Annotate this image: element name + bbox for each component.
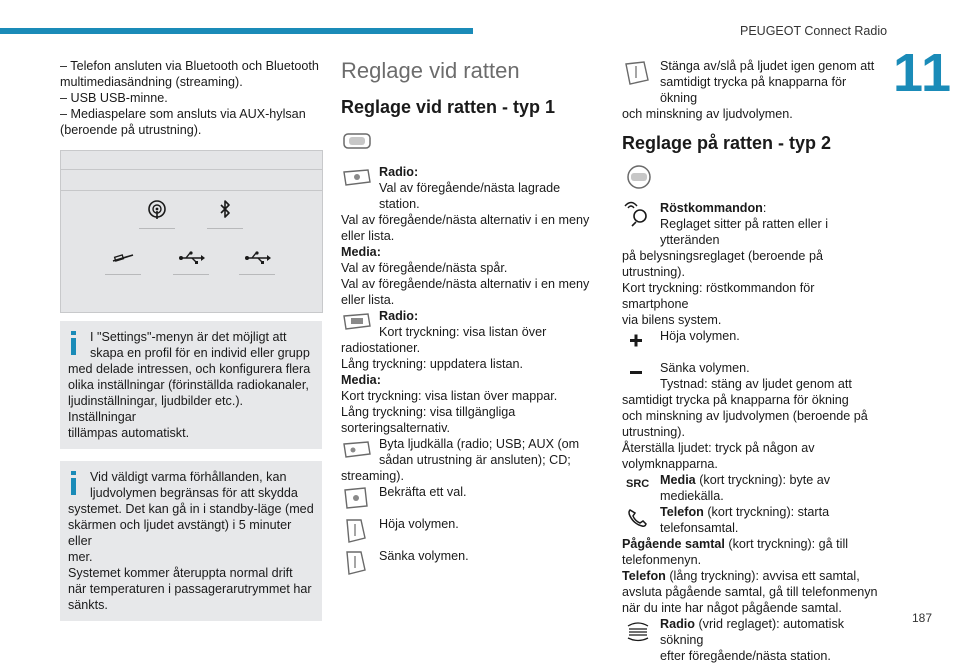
entry-text: Val av föregående/nästa spår.	[341, 261, 508, 275]
entry-text: när du inte har något pågående samtal.	[622, 601, 842, 615]
info-icon	[70, 471, 78, 495]
entry-label: Radio	[660, 617, 695, 631]
control-confirm	[341, 484, 603, 516]
aux-cable-icon	[103, 245, 143, 275]
control-radio-rotate	[622, 616, 884, 664]
chapter-number: 11	[893, 43, 953, 103]
entry-label: Radio:	[379, 165, 419, 179]
steering-control-icon	[341, 516, 373, 544]
entry-text: Lång tryckning: visa tillgängliga	[341, 405, 516, 419]
entry-label: Pågående samtal	[622, 537, 725, 551]
entry-text: (vrid reglaget): automatisk sökning	[660, 617, 845, 647]
control-voice-command	[622, 200, 884, 248]
note-text: skärmen och ljudet avstängt) i 5 minuter eller	[68, 518, 292, 548]
screen-row	[61, 151, 322, 170]
control-volume-up	[341, 516, 603, 548]
minus-icon	[622, 360, 654, 388]
note-text: med delade intressen, och konfigurera flera	[68, 362, 311, 376]
entry-text: Stänga av/slå på ljudet igen genom att	[660, 59, 875, 73]
entry-text: Val av föregående/nästa lagrade station.	[379, 181, 561, 211]
entry-text: mediekälla.	[660, 489, 724, 503]
entry-text: Kort tryckning: visa listan över mappar.	[341, 389, 558, 403]
list-item: multimediasändning (streaming).	[60, 75, 243, 89]
entry-text: :	[762, 201, 767, 215]
list-item: – Mediaspelare som ansluts via AUX-hylsan	[60, 107, 306, 121]
info-note-settings	[60, 321, 322, 449]
screen-row	[61, 170, 322, 191]
top-accent-bar	[0, 28, 473, 34]
steering-control-icon	[341, 484, 373, 512]
entry-label: Telefon	[622, 569, 666, 583]
entry-text: Lång tryckning: uppdatera listan.	[341, 357, 524, 371]
control-plus	[622, 328, 884, 360]
usb-icon	[237, 245, 277, 275]
entry-text: Kort tryckning: visa listan över	[379, 325, 547, 339]
note-text: mer.	[68, 550, 93, 564]
entry-label: Media:	[341, 373, 381, 387]
src-icon: SRC	[626, 478, 650, 490]
entry-text: Val av föregående/nästa alternativ i en meny	[341, 277, 590, 291]
section-title: Reglage vid ratten	[341, 58, 520, 83]
entry-text: avsluta pågående samtal, gå till telefonmenyn	[622, 585, 878, 599]
steering-control-icon	[341, 548, 373, 576]
entry-text: volymknapparna.	[622, 457, 718, 471]
note-text: sänkts.	[68, 598, 108, 612]
note-text: ljudinställningar, ljudbilder etc.). Inställningar	[68, 394, 244, 424]
entry-text: eller lista.	[341, 293, 395, 307]
entry-text: (kort tryckning): byte av	[695, 473, 831, 487]
entry-label: Media	[660, 473, 696, 487]
steering-control-icon	[341, 436, 373, 464]
note-text: Systemet kommer återuppta normal drift	[68, 566, 293, 580]
control-volume-down	[341, 548, 603, 580]
subsection-title: Reglage på ratten - typ 2	[622, 133, 832, 153]
entry-text: Reglaget sitter på ratten eller i ytteränden	[660, 217, 829, 247]
voice-command-icon	[622, 200, 654, 228]
entry-text: (kort tryckning): starta	[703, 505, 830, 519]
entry-text: samtidigt trycka på knapparna för ökning	[660, 75, 847, 105]
entry-text: och minskning av ljudvolymen.	[622, 107, 793, 121]
entry-text: Tystnad: stäng av ljudet genom att	[660, 377, 852, 391]
note-text: systemet. Det kan gå in i standby-läge (med	[68, 502, 314, 516]
steering-control-icon	[622, 58, 654, 86]
note-text: skapa en profil för en individ eller grupp	[90, 346, 310, 360]
entry-text: (kort tryckning): gå till	[724, 537, 849, 551]
column-2	[341, 58, 603, 580]
entry-text: telefonmenyn.	[622, 553, 702, 567]
control-src	[622, 472, 884, 504]
list-item: – USB USB-minne.	[60, 91, 168, 105]
entry-text: streaming).	[341, 469, 404, 483]
entry-text: sådan utrustning är ansluten); CD;	[379, 453, 571, 467]
page-number: 187	[912, 611, 933, 625]
entry-label: Media:	[341, 245, 381, 259]
entry-text: på belysningsreglaget (beroende på utrustning).	[622, 249, 823, 279]
entry-text: radiostationer.	[341, 341, 421, 355]
control-source	[341, 436, 603, 468]
steering-control-icon	[341, 164, 373, 192]
entry-text: telefonsamtal.	[660, 521, 739, 535]
entry-text: och minskning av ljudvolymen (beroende på	[622, 409, 868, 423]
info-icon	[70, 331, 78, 355]
info-note-heat	[60, 461, 322, 621]
subsection-title: Reglage vid ratten - typ 1	[341, 97, 556, 117]
steering-wheel-icon	[622, 164, 656, 190]
note-text: Vid väldigt varma förhållanden, kan	[90, 470, 287, 484]
control-mute	[622, 58, 884, 106]
steering-control-icon	[341, 308, 373, 336]
entry-label: Radio:	[379, 309, 419, 323]
entry-text: eller lista.	[341, 229, 395, 243]
entry-text: Byta ljudkälla (radio; USB; AUX (om	[379, 437, 580, 451]
column-1	[60, 58, 322, 621]
entry-label: Röstkommandon	[660, 201, 763, 215]
note-text: när temperaturen i passagerarutrymmet har	[68, 582, 312, 596]
note-text: olika inställningar (förinställda radiokanaler,	[68, 378, 309, 392]
column-3	[622, 58, 884, 664]
entry-text: Återställa ljudet: tryck på någon av	[622, 441, 815, 455]
entry-text: sorteringsalternativ.	[341, 421, 450, 435]
entry-text: Val av föregående/nästa alternativ i en meny	[341, 213, 590, 227]
list-item: – Telefon ansluten via Bluetooth och Bluetooth	[60, 59, 319, 73]
entry-text: Kort tryckning: röstkommandon för smartphone	[622, 281, 815, 311]
plus-icon	[622, 328, 654, 356]
entry-text: Sänka volymen.	[660, 361, 750, 375]
control-radio-media-select	[341, 164, 603, 212]
entry-text: samtidigt trycka på knapparna för ökning	[622, 393, 849, 407]
radio-screen-illustration	[60, 150, 323, 313]
entry-text: via bilens system.	[622, 313, 722, 327]
bluetooth-icon	[205, 199, 245, 229]
entry-text: Bekräfta ett val.	[379, 485, 467, 499]
entry-label: Telefon	[660, 505, 704, 519]
steering-controls-icon	[341, 128, 375, 154]
note-text: I "Settings"-menyn är det möjligt att	[90, 330, 287, 344]
note-text: ljudvolymen begränsas för att skydda	[90, 486, 298, 500]
entry-text: efter föregående/nästa station.	[660, 649, 831, 663]
control-minus	[622, 360, 884, 392]
entry-text: Höja volymen.	[660, 329, 740, 343]
page-header-title: PEUGEOT Connect Radio	[740, 24, 888, 38]
usb-icon	[171, 245, 211, 275]
entry-text: Sänka volymen.	[379, 549, 469, 563]
phone-icon	[622, 504, 654, 532]
list-item: (beroende på utrustning).	[60, 123, 202, 137]
entry-text: Höja volymen.	[379, 517, 459, 531]
control-radio-list	[341, 308, 603, 340]
entry-text: (lång tryckning): avvisa ett samtal,	[665, 569, 860, 583]
control-telephone	[622, 504, 884, 536]
entry-text: utrustning).	[622, 425, 685, 439]
podcast-icon	[137, 199, 177, 229]
note-text: tillämpas automatiskt.	[68, 426, 190, 440]
